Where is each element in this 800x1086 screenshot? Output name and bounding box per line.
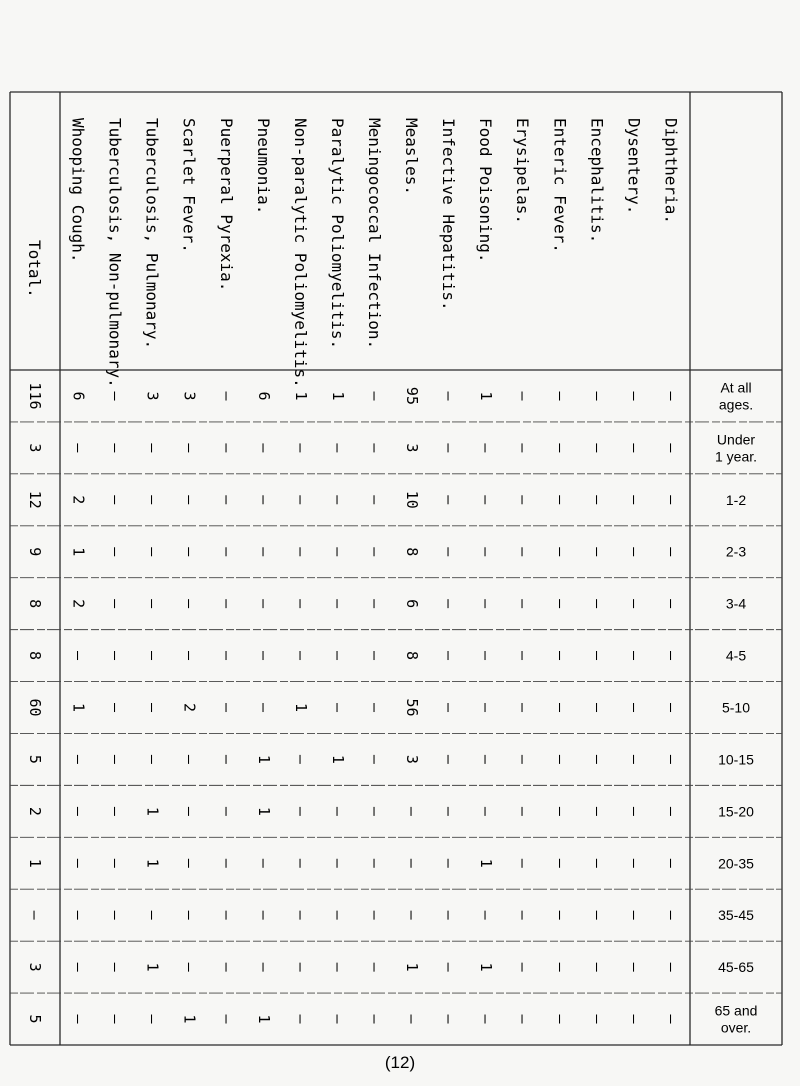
table-cell: – (551, 599, 570, 609)
table-cell: – (328, 495, 347, 505)
table-cell: – (588, 391, 607, 401)
disease-column-header: Infective Hepatitis. (439, 118, 459, 311)
disease-column-header: Puerperal Pyrexia. (216, 118, 236, 292)
table-cell: – (217, 599, 236, 609)
table-cell: – (217, 702, 236, 713)
disease-column-header: Encephalitis. (587, 118, 607, 244)
table-cell: – (403, 910, 422, 920)
table-cell: – (625, 443, 644, 453)
age-group-label: 35-45 (718, 907, 754, 924)
table-cell: 8 (403, 651, 422, 661)
disease-column-header: Enteric Fever. (550, 118, 570, 253)
table-cell: – (180, 962, 199, 972)
table-cell: 3 (403, 443, 422, 453)
disease-column-header: Measles. (402, 118, 422, 196)
total-cell: 3 (26, 443, 44, 453)
total-cell: 1 (26, 858, 44, 868)
table-cell: – (440, 806, 459, 816)
table-cell: – (328, 547, 347, 557)
table-cell: – (180, 599, 199, 609)
table-cell: – (662, 702, 681, 713)
table-cell: – (328, 962, 347, 972)
table-cell: – (403, 806, 422, 816)
table-cell: – (477, 443, 496, 453)
disease-column-header: Non-paralytic Poliomyelitis. (290, 118, 310, 388)
table-cell: – (588, 806, 607, 816)
table-cell: – (143, 443, 162, 453)
table-cell: – (551, 910, 570, 920)
table-cell: – (217, 651, 236, 661)
disease-column-header: Pneumonia. (253, 118, 273, 215)
table-cell: – (106, 599, 125, 609)
table-cell: – (328, 1014, 347, 1024)
table-cell: – (588, 1014, 607, 1024)
table-cell: – (106, 1014, 125, 1024)
table-cell: – (440, 858, 459, 868)
table-cell: – (106, 858, 125, 868)
disease-column-header: Tuberculosis, Pulmonary. (142, 118, 162, 350)
table-cell: – (291, 806, 310, 816)
table-cell: – (291, 495, 310, 505)
table-cell: – (366, 806, 384, 816)
table-cell: 6 (69, 391, 88, 401)
table-cell: – (514, 754, 533, 764)
table-cell: – (254, 443, 273, 453)
disease-column-header: Food Poisoning. (476, 118, 496, 263)
table-cell: – (254, 599, 273, 609)
table-cell: – (625, 702, 644, 713)
table-cell: – (662, 495, 681, 505)
disease-column-header: Meningococcal Infection. (365, 118, 384, 350)
table-cell: – (588, 651, 607, 661)
total-cell: 5 (26, 754, 44, 764)
table-cell: 3 (143, 391, 162, 401)
table-cell: – (180, 495, 199, 505)
table-cell: – (180, 547, 199, 557)
table-cell: – (291, 858, 310, 868)
age-group-label: 1 year. (714, 448, 758, 465)
total-cell: 8 (26, 651, 44, 661)
disease-column-header: Paralytic Poliomyelitis. (327, 118, 347, 350)
total-cell: 116 (26, 382, 44, 410)
table-cell: – (69, 443, 88, 453)
table-cell: – (254, 910, 273, 920)
table-cell: – (588, 962, 607, 972)
table-cell: 1 (291, 702, 310, 713)
table-cell: – (514, 806, 533, 816)
table-cell: – (254, 962, 273, 972)
table-cell: – (551, 391, 570, 401)
table-cell: – (551, 858, 570, 868)
table-cell: – (217, 495, 236, 505)
table-cell: 1 (477, 858, 496, 868)
table-cell: 56 (403, 698, 422, 717)
table-cell: – (254, 651, 273, 661)
table-cell: – (69, 858, 88, 868)
table-cell: 1 (328, 754, 347, 764)
table-cell: – (106, 754, 125, 764)
table-cell: – (366, 495, 384, 505)
table-cell: – (328, 910, 347, 920)
table-cell: – (625, 391, 644, 401)
table-cell: – (477, 702, 496, 713)
table-cell: 1 (143, 858, 162, 868)
table-cell: – (440, 599, 459, 609)
table-cell: – (217, 391, 236, 401)
table-cell: – (291, 754, 310, 764)
table-cell: – (551, 547, 570, 557)
table-cell: – (69, 910, 88, 920)
table-cell: 1 (69, 702, 88, 713)
table-cell: – (588, 702, 607, 713)
table-cell: – (217, 910, 236, 920)
table-cell: 2 (69, 495, 88, 505)
table-cell: 3 (403, 754, 422, 764)
table-cell: – (143, 599, 162, 609)
table-cell: 1 (69, 547, 88, 557)
table-cell: – (180, 858, 199, 868)
table-cell: – (588, 547, 607, 557)
table-cell: – (106, 443, 125, 453)
table-cell: 1 (143, 962, 162, 972)
table-cell: – (180, 651, 199, 661)
table-cell: – (366, 910, 384, 920)
table-cell: – (366, 754, 384, 764)
table-cell: – (217, 962, 236, 972)
table-cell: – (588, 495, 607, 505)
table-cell: – (662, 443, 681, 453)
table-cell: – (366, 443, 384, 453)
table-cell: – (514, 547, 533, 557)
table-cell: – (440, 651, 459, 661)
age-group-label: 5-10 (721, 699, 751, 716)
table-cell: – (403, 1014, 422, 1024)
table-cell: – (291, 443, 310, 453)
total-cell: 9 (26, 547, 44, 557)
table-cell: – (477, 651, 496, 661)
disease-column-header: Dysentery. (624, 118, 644, 215)
age-group-label: 4-5 (725, 647, 747, 664)
table-cell: – (143, 1014, 162, 1024)
table-cell: – (551, 962, 570, 972)
table-cell: 1 (143, 806, 162, 816)
table-cell: – (551, 443, 570, 453)
age-group-label: ages. (718, 396, 754, 413)
table-cell: 8 (403, 547, 422, 557)
table-cell: 95 (403, 386, 422, 405)
table-cell: – (366, 547, 384, 557)
table-cell: – (625, 754, 644, 764)
age-group-label: 45-65 (718, 959, 754, 976)
table-cell: – (328, 599, 347, 609)
table-cell: – (106, 547, 125, 557)
table-cell: – (625, 599, 644, 609)
table-cell: – (328, 702, 347, 713)
table-cell: – (588, 910, 607, 920)
table-cell: – (514, 858, 533, 868)
table-cell: – (662, 806, 681, 816)
total-cell: 60 (26, 698, 44, 717)
age-group-label: 65 and (714, 1002, 758, 1019)
table-cell: – (254, 495, 273, 505)
table-cell: – (477, 495, 496, 505)
total-cell: 8 (26, 599, 44, 609)
total-cell: 5 (26, 1014, 44, 1024)
table-cell: – (662, 547, 681, 557)
table-cell: – (180, 910, 199, 920)
table-cell: – (180, 754, 199, 764)
table-cell: 3 (180, 391, 199, 401)
table-cell: – (143, 651, 162, 661)
table-cell: – (514, 910, 533, 920)
age-group-label: 20-35 (718, 855, 754, 872)
disease-column-header: Whooping Cough. (68, 118, 88, 263)
table-cell: – (440, 702, 459, 713)
table-cell: – (143, 547, 162, 557)
table-cell: – (477, 806, 496, 816)
table-cell: – (143, 910, 162, 920)
disease-column-header: Erysipelas. (513, 118, 533, 224)
table-cell: 10 (403, 490, 422, 509)
table-cell: 1 (477, 391, 496, 401)
table-cell: – (328, 806, 347, 816)
table-cell: – (514, 443, 533, 453)
table-cell: – (662, 910, 681, 920)
table-cell: – (366, 391, 384, 401)
table-cell: – (477, 910, 496, 920)
table-cell: – (366, 599, 384, 609)
table-cell: – (106, 702, 125, 713)
table-cell: – (625, 962, 644, 972)
table-cell: 2 (69, 599, 88, 609)
table-cell: – (440, 443, 459, 453)
table-cell: – (514, 495, 533, 505)
table-cell: – (440, 754, 459, 764)
table-cell: – (477, 599, 496, 609)
table-cell: – (662, 391, 681, 401)
age-group-label: At all (720, 379, 752, 396)
table-cell: – (625, 547, 644, 557)
age-group-label: Under (716, 431, 756, 448)
table-cell: – (551, 702, 570, 713)
age-group-label: 15-20 (718, 803, 754, 820)
table-cell: – (662, 651, 681, 661)
table-cell: – (514, 651, 533, 661)
table-cell: – (662, 599, 681, 609)
table-cell: – (551, 495, 570, 505)
table-cell: – (551, 651, 570, 661)
table-cell: – (588, 443, 607, 453)
table-cell: 6 (254, 391, 273, 401)
total-cell: – (26, 910, 44, 920)
table-cell: – (551, 1014, 570, 1024)
table-cell: 1 (254, 1014, 273, 1024)
age-group-label: 2-3 (725, 543, 747, 560)
table-cell: – (514, 391, 533, 401)
table-cell: – (366, 702, 384, 713)
table-cell: – (143, 754, 162, 764)
table-cell: – (440, 495, 459, 505)
total-cell: 3 (26, 962, 44, 972)
age-group-label: 1-2 (725, 491, 747, 508)
table-cell: 1 (403, 962, 422, 972)
table-cell: – (106, 495, 125, 505)
table-cell: – (551, 754, 570, 764)
total-cell: 12 (26, 490, 44, 509)
table-cell: – (662, 858, 681, 868)
table-cell: – (254, 858, 273, 868)
table-cell: 1 (180, 1014, 199, 1024)
disease-column-header: Diphtheria. (661, 118, 681, 224)
table-cell: – (662, 962, 681, 972)
table-cell: – (625, 651, 644, 661)
table-cell: – (403, 858, 422, 868)
table-cell: 1 (254, 754, 273, 764)
table-cell: – (69, 651, 88, 661)
table-cell: – (477, 754, 496, 764)
table-cell: – (106, 910, 125, 920)
table-cell: – (106, 651, 125, 661)
table-cell: – (440, 962, 459, 972)
table-cell: – (217, 806, 236, 816)
total-column-header: Total. (25, 240, 44, 298)
table-cell: – (328, 443, 347, 453)
disease-column-header: Scarlet Fever. (179, 118, 199, 253)
table-cell: – (440, 910, 459, 920)
table-cell: – (328, 651, 347, 661)
table-cell: – (662, 754, 681, 764)
table-cell: – (106, 962, 125, 972)
table-cell: – (366, 858, 384, 868)
table-cell: – (69, 962, 88, 972)
table-cell: – (625, 1014, 644, 1024)
table-cell: – (366, 962, 384, 972)
table-cell: – (106, 391, 125, 401)
table-cell: – (217, 547, 236, 557)
table-cell: 1 (254, 806, 273, 816)
table-cell: – (217, 858, 236, 868)
table-cell: 6 (403, 599, 422, 609)
table-cell: – (69, 754, 88, 764)
total-cell: 2 (26, 806, 44, 816)
table-cell: – (291, 962, 310, 972)
table-cell: – (514, 1014, 533, 1024)
disease-column-header: Tuberculosis, Non-pulmonary. (105, 118, 125, 388)
table-cell: – (217, 754, 236, 764)
table-cell: – (366, 1014, 384, 1024)
table-cell: – (69, 1014, 88, 1024)
table-cell: – (143, 702, 162, 713)
table-cell: – (440, 391, 459, 401)
table-cell: – (291, 599, 310, 609)
table-cell: – (588, 754, 607, 764)
table-cell: – (477, 547, 496, 557)
age-group-label: 10-15 (718, 751, 754, 768)
table-cell: – (514, 599, 533, 609)
table-cell: – (291, 547, 310, 557)
table-cell: – (328, 858, 347, 868)
table-cell: – (217, 443, 236, 453)
age-group-label: 3-4 (725, 595, 747, 612)
age-group-label: over. (720, 1019, 752, 1036)
table-cell: – (551, 806, 570, 816)
table-cell: – (440, 1014, 459, 1024)
table-cell: 1 (328, 391, 347, 401)
table-cell: – (625, 806, 644, 816)
table-cell: 1 (291, 391, 310, 401)
table-cell: – (291, 910, 310, 920)
table-cell: 1 (477, 962, 496, 972)
table-cell: – (143, 495, 162, 505)
table-cell: – (180, 443, 199, 453)
table-cell: – (662, 1014, 681, 1024)
table-cell: – (291, 651, 310, 661)
table-cell: – (254, 702, 273, 713)
table-cell: – (106, 806, 125, 816)
table-cell: – (588, 599, 607, 609)
table-cell: – (514, 702, 533, 713)
table-cell: – (291, 1014, 310, 1024)
table-cell: – (625, 858, 644, 868)
table-cell: – (366, 651, 384, 661)
table-cell: – (254, 547, 273, 557)
table-cell: – (588, 858, 607, 868)
table-cell: – (625, 910, 644, 920)
table-cell: – (180, 806, 199, 816)
table-cell: – (217, 1014, 236, 1024)
table-cell: – (69, 806, 88, 816)
table-cell: – (477, 1014, 496, 1024)
table-cell: – (440, 547, 459, 557)
table-cell: – (514, 962, 533, 972)
page-number: (12) (384, 1053, 416, 1072)
table-cell: 2 (180, 702, 199, 713)
table-cell: – (625, 495, 644, 505)
